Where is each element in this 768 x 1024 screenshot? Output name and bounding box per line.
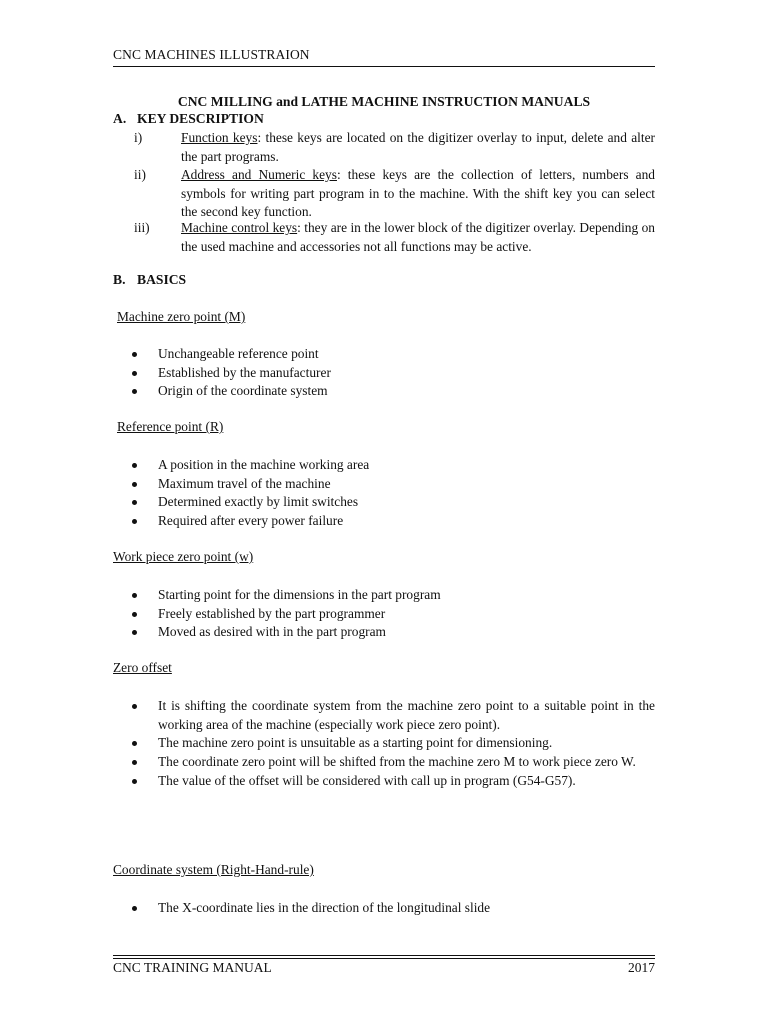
bullet-icon bbox=[132, 612, 137, 617]
bullet-icon bbox=[132, 463, 137, 468]
page-header bbox=[113, 47, 655, 63]
list-item-text: Starting point for the dimensions in the part program bbox=[158, 587, 441, 602]
list-item bbox=[132, 364, 655, 383]
list-item bbox=[132, 697, 655, 734]
bullet-icon bbox=[132, 371, 137, 376]
list-item bbox=[132, 623, 655, 642]
key-item-number: ii) bbox=[134, 167, 146, 182]
key-item-number: i) bbox=[134, 130, 143, 145]
section-b-letter: B. bbox=[113, 272, 126, 287]
bullet-icon bbox=[132, 741, 137, 746]
key-item-address-numeric bbox=[134, 166, 655, 222]
list-item bbox=[132, 512, 655, 531]
bullet-icon bbox=[132, 779, 137, 784]
key-item-machine-control bbox=[134, 219, 655, 256]
list-item bbox=[132, 345, 655, 364]
bullet-icon bbox=[132, 482, 137, 487]
list-item-text: Required after every power failure bbox=[158, 513, 344, 529]
key-item-number: iii) bbox=[134, 220, 150, 235]
bullet-icon bbox=[132, 760, 137, 765]
list-item-text: Determined exactly by limit switches bbox=[158, 494, 359, 510]
list-item bbox=[132, 899, 655, 918]
list-item-text: The value of the offset will be considered with call up in program (G54-G57). bbox=[158, 772, 576, 788]
list-item bbox=[132, 586, 655, 605]
list-item bbox=[132, 493, 655, 512]
footer-rule bbox=[113, 955, 655, 956]
list-item bbox=[132, 772, 655, 791]
list-item-text: The machine zero point is unsuitable as a starting point for dimensioning. bbox=[158, 735, 553, 751]
key-item-description: : these keys are located on the digitizer overlay to input, delete and alter the part programs. bbox=[181, 130, 656, 164]
subheading-coordinate-system: Coordinate system (Right-Hand-rule) bbox=[113, 862, 314, 877]
subheading-reference-point: Reference point (R) bbox=[117, 419, 224, 434]
key-item-text bbox=[181, 219, 655, 256]
section-a-heading bbox=[113, 111, 264, 127]
footer-rule-thin bbox=[113, 958, 655, 959]
document-title: CNC MILLING and LATHE MACHINE INSTRUCTION MANUALS bbox=[177, 94, 591, 109]
key-item-function bbox=[134, 129, 655, 166]
key-item-term: Address and Numeric keys bbox=[181, 167, 337, 182]
footer-title: CNC TRAINING MANUAL bbox=[113, 960, 272, 975]
bullet-list-workpiece-zero bbox=[132, 586, 655, 642]
list-item-text: Freely established by the part programmer bbox=[158, 605, 386, 621]
list-item-text: Maximum travel of the machine bbox=[158, 475, 331, 491]
list-item bbox=[132, 753, 655, 772]
bullet-icon bbox=[132, 500, 137, 505]
bullet-list-machine-zero bbox=[132, 345, 655, 401]
bullet-list-reference-point bbox=[132, 456, 655, 531]
list-item-text: Established by the manufacturer bbox=[158, 364, 331, 380]
section-b-heading bbox=[113, 272, 186, 288]
list-item-text: The coordinate zero point will be shifted from the machine zero M to work piece zero W. bbox=[158, 754, 636, 770]
list-item-text: Unchangeable reference point bbox=[158, 346, 319, 361]
header-rule bbox=[113, 66, 655, 67]
footer-year: 2017 bbox=[628, 960, 655, 975]
list-item bbox=[132, 475, 655, 494]
bullet-icon bbox=[132, 630, 137, 635]
bullet-icon bbox=[132, 906, 137, 911]
section-a-title: KEY DESCRIPTION bbox=[137, 111, 264, 126]
section-b-title: BASICS bbox=[137, 272, 187, 287]
list-item bbox=[132, 382, 655, 401]
bullet-icon bbox=[132, 519, 137, 524]
bullet-list-zero-offset bbox=[132, 697, 655, 791]
bullet-icon bbox=[132, 704, 137, 709]
key-item-text bbox=[181, 166, 655, 222]
key-item-text bbox=[181, 129, 655, 166]
key-item-term: Machine control keys bbox=[181, 220, 298, 235]
bullet-list-coordinate-system bbox=[132, 899, 655, 918]
header-title: CNC MACHINES ILLUSTRAION bbox=[113, 47, 310, 62]
bullet-icon bbox=[132, 593, 137, 598]
subheading-workpiece-zero: Work piece zero point (w) bbox=[113, 549, 254, 564]
key-item-description: : they are in the lower block of the digitizer overlay. Depending on the used machine and accessories not all functions may be active. bbox=[181, 220, 655, 254]
subheading-machine-zero: Machine zero point (M) bbox=[117, 309, 246, 324]
subheading-zero-offset: Zero offset bbox=[113, 660, 172, 675]
list-item-text: Origin of the coordinate system bbox=[158, 383, 328, 399]
list-item bbox=[132, 734, 655, 753]
list-item bbox=[132, 605, 655, 624]
bullet-icon bbox=[132, 352, 137, 357]
list-item bbox=[132, 456, 655, 475]
key-item-description: : these keys are the collection of letters, numbers and symbols for writing part program in to the machine. With the shift key you can select the second key function. bbox=[181, 167, 655, 219]
list-item-text: A position in the machine working area bbox=[158, 457, 370, 472]
key-item-term: Function keys bbox=[181, 130, 258, 145]
bullet-icon bbox=[132, 389, 137, 394]
list-item-text: The X-coordinate lies in the direction of the longitudinal slide bbox=[158, 900, 491, 915]
section-a-letter: A. bbox=[113, 111, 127, 126]
list-item-text: Moved as desired with in the part program bbox=[158, 624, 386, 640]
list-item-text: It is shifting the coordinate system from the machine zero point to a suitable point in the working area of the machine (especially work piece zero point). bbox=[158, 698, 655, 732]
